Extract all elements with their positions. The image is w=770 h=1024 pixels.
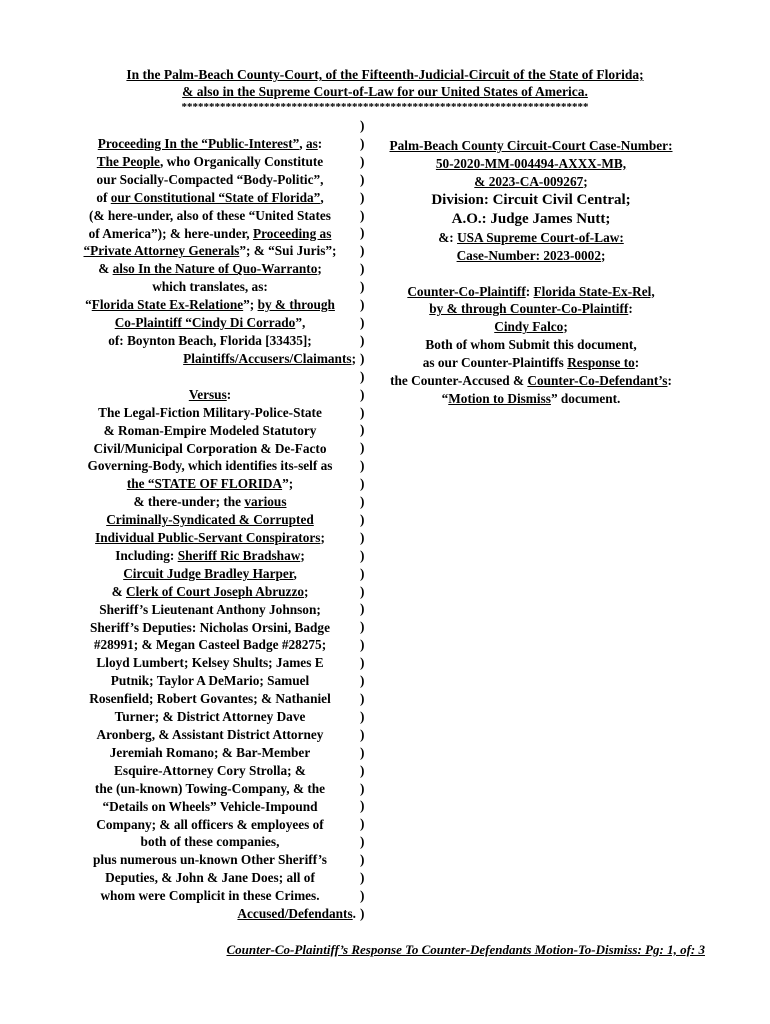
- caption-line: Esquire-Attorney Cory Strolla; &: [114, 762, 306, 778]
- caption-line: Lloyd Lumbert; Kelsey Shults; James E: [96, 655, 324, 671]
- paren-mark: ): [360, 422, 365, 438]
- court-header: [60, 66, 710, 100]
- caption-line: Putnik; Taylor A DeMario; Samuel: [110, 673, 310, 689]
- paren-mark: ): [360, 171, 365, 187]
- caption-line: our Socially-Compacted “Body-Politic”,: [96, 171, 324, 187]
- caption-line: Sheriff’s Deputies: Nicholas Orsini, Badge: [90, 619, 330, 635]
- caption-line: & Clerk of Court Joseph Abruzzo;: [111, 583, 309, 599]
- caption-line: #28991; & Megan Casteel Badge #28275;: [93, 637, 327, 653]
- caption-paren-divider: [360, 117, 372, 923]
- caption-line: & also In the Nature of Quo-Warranto;: [98, 261, 322, 277]
- paren-mark: ): [360, 744, 365, 760]
- paren-mark: ): [360, 404, 365, 420]
- caption-line: of our Constitutional “State of Florida”,: [96, 189, 324, 205]
- caption-line: the (un-known) Towing-Company, & the: [94, 780, 326, 796]
- paren-mark: ): [360, 601, 365, 617]
- paren-mark: ): [360, 905, 365, 921]
- paren-mark: ): [360, 458, 365, 474]
- judge: A.O.: Judge James Nutt;: [451, 210, 611, 227]
- paren-mark: ): [360, 726, 365, 742]
- paren-mark: ): [360, 350, 365, 366]
- caption-line: Including: Sheriff Ric Bradshaw;: [115, 547, 305, 563]
- submission-line: the Counter-Accused & Counter-Co-Defendant’s:: [390, 373, 672, 389]
- paren-mark: ): [360, 673, 365, 689]
- paren-mark: ): [360, 189, 365, 205]
- case-number-label: Palm-Beach County Circuit-Court Case-Number:: [389, 138, 673, 153]
- paren-mark: ): [360, 565, 365, 581]
- paren-mark: ): [360, 153, 365, 169]
- paren-mark: ): [360, 834, 365, 850]
- caption-line: Civil/Municipal Corporation & De-Facto: [93, 440, 327, 456]
- caption-line: Jeremiah Romano; & Bar-Member: [109, 744, 311, 760]
- court-header-line-2: & also in the Supreme Court-of-Law for our United States of America.: [182, 84, 588, 99]
- case-number-1: 50-2020-MM-004494-AXXX-MB,: [435, 155, 627, 171]
- paren-mark: ): [360, 279, 365, 295]
- paren-mark: ): [360, 135, 365, 151]
- paren-mark: ): [360, 691, 365, 706]
- caption-line: The People, who Organically Constitute: [96, 153, 324, 169]
- paren-mark: ): [360, 708, 365, 724]
- caption-line: Deputies, & John & Jane Does; all of: [105, 870, 315, 886]
- paren-mark: ): [360, 118, 365, 133]
- caption-line: Sheriff’s Lieutenant Anthony Johnson;: [99, 601, 321, 617]
- caption-line: of: Boynton Beach, Florida [33435];: [108, 332, 312, 348]
- caption-line: (& here-under, also of these “United States: [89, 207, 331, 223]
- counter-plaintiff-line: by & through Counter-Co-Plaintiff:: [429, 301, 633, 317]
- paren-mark: ): [360, 207, 365, 223]
- caption-line: Circuit Judge Bradley Harper,: [123, 565, 297, 581]
- paren-mark: ): [360, 368, 365, 384]
- caption-line: “Florida State Ex-Relatione”; by & through: [85, 297, 335, 313]
- paren-mark: ): [360, 314, 365, 330]
- caption-line: the “STATE OF FLORIDA”;: [126, 476, 294, 492]
- caption-line: “Details on Wheels” Vehicle-Impound: [102, 798, 318, 814]
- versus-label: Versus:: [188, 386, 232, 402]
- case-number-2: & 2023-CA-009267;: [474, 173, 588, 189]
- parties-caption: [64, 135, 356, 923]
- paren-mark: ): [360, 762, 365, 778]
- paren-mark: ): [360, 637, 365, 653]
- paren-mark: ): [360, 887, 365, 903]
- caption-line: Turner; & District Attorney Dave: [114, 709, 306, 725]
- caption-line: both of these companies,: [140, 834, 280, 850]
- caption-line: & there-under; the various: [133, 494, 287, 510]
- submission-line: as our Counter-Plaintiffs Response to:: [422, 355, 640, 371]
- caption-line: Criminally-Syndicated & Corrupted: [106, 512, 314, 528]
- paren-mark: ): [360, 511, 365, 527]
- caption-line: Company; & all officers & employees of: [96, 816, 324, 832]
- counter-plaintiff-name: Cindy Falco;: [494, 319, 568, 335]
- paren-mark: ): [360, 798, 365, 814]
- paren-mark: ): [360, 297, 365, 313]
- page-footer: Counter-Co-Plaintiff’s Response To Counter-Defendants Motion-To-Dismiss: Pg: 1, of: 3: [226, 942, 705, 957]
- paren-mark: ): [360, 225, 365, 241]
- paren-mark: ): [360, 870, 365, 886]
- caption-line: Governing-Body, which identifies its-self as: [87, 458, 333, 474]
- paren-mark: ): [360, 816, 365, 832]
- paren-mark: ): [360, 619, 365, 635]
- caption-line: The Legal-Fiction Military-Police-State: [98, 404, 322, 420]
- caption-line: Co-Plaintiff “Cindy Di Corrado”,: [114, 315, 306, 331]
- paren-mark: ): [360, 476, 365, 492]
- paren-mark: ): [360, 780, 365, 796]
- plaintiffs-label: Plaintiffs/Accusers/Claimants;: [183, 350, 356, 366]
- division: Division: Circuit Civil Central;: [431, 191, 631, 208]
- paren-mark: ): [360, 386, 365, 402]
- caption-line: Individual Public-Servant Conspirators;: [95, 530, 325, 546]
- caption-line: plus numerous un-known Other Sheriff’s: [93, 852, 327, 868]
- case-info: [372, 137, 690, 408]
- asterisk-separator: **************************************************************************: [181, 101, 589, 113]
- caption-line: which translates, as:: [152, 279, 268, 295]
- defendants-label: Accused/Defendants.: [237, 906, 356, 922]
- paren-mark: ): [360, 529, 365, 545]
- paren-mark: ): [360, 852, 365, 868]
- submission-line: “Motion to Dismiss” document.: [441, 390, 621, 406]
- paren-mark: ): [360, 494, 365, 510]
- paren-mark: ): [360, 583, 365, 599]
- caption-line: & Roman-Empire Modeled Statutory: [103, 422, 317, 438]
- caption-line: of America”); & here-under, Proceeding as: [88, 225, 332, 241]
- counter-plaintiff-line: Counter-Co-Plaintiff: Florida State-Ex-Rel,: [407, 283, 655, 299]
- court-header-line-1: In the Palm-Beach County-Court, of the Fifteenth-Judicial-Circuit of the State of Florida;: [126, 67, 644, 82]
- supreme-court-label: &: USA Supreme Court-of-Law:: [438, 229, 624, 245]
- paren-mark: ): [360, 243, 365, 259]
- submission-line: Both of whom Submit this document,: [425, 337, 637, 353]
- paren-mark: ): [360, 655, 365, 671]
- paren-mark: ): [360, 547, 365, 563]
- paren-mark: ): [360, 261, 365, 277]
- caption-line: Aronberg, & Assistant District Attorney: [96, 727, 324, 742]
- caption-line: Proceeding In the “Public-Interest”, as:: [97, 136, 323, 151]
- paren-mark: ): [360, 440, 365, 456]
- caption-line: Rosenfield; Robert Govantes; & Nathaniel: [89, 691, 331, 707]
- paren-mark: ): [360, 332, 365, 348]
- caption-line: whom were Complicit in these Crimes.: [100, 888, 320, 904]
- supreme-case-number: Case-Number: 2023-0002;: [456, 247, 606, 263]
- caption-line: “Private Attorney Generals”; & “Sui Juris”;: [83, 243, 337, 259]
